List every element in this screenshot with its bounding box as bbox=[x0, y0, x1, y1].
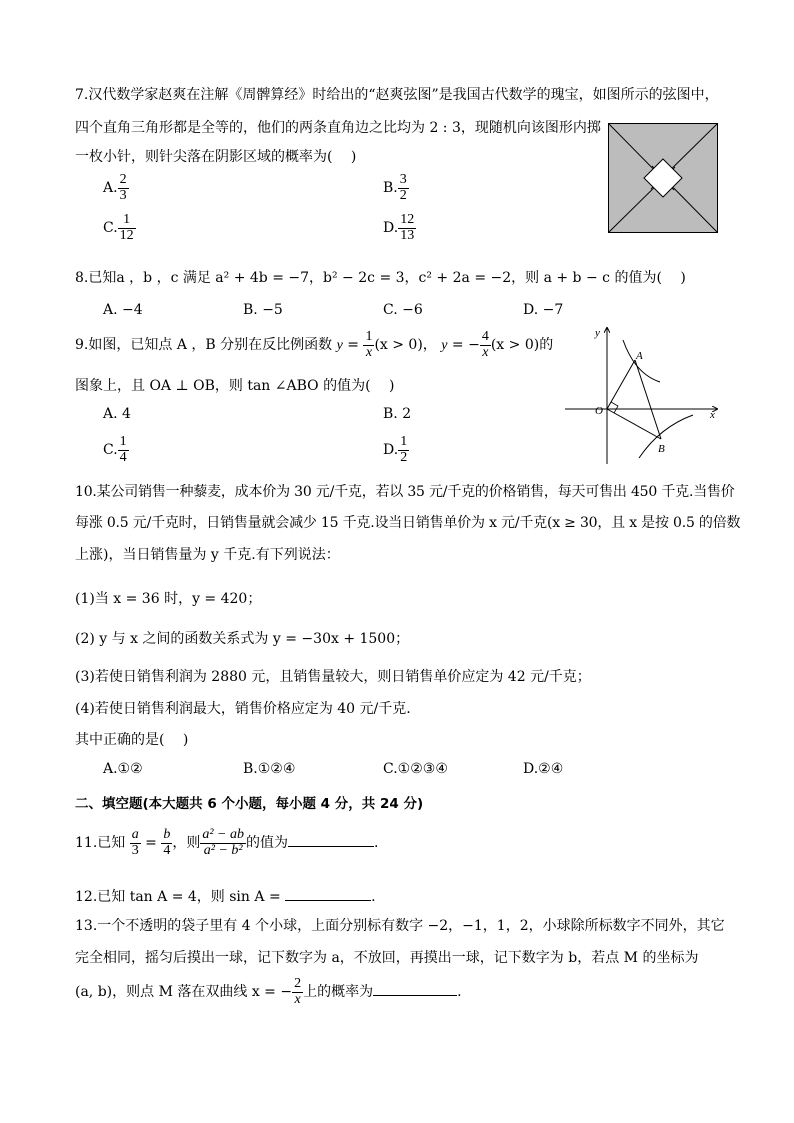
q9-option-d: D. $\frac{1}{2}$ bbox=[383, 434, 408, 465]
q11-stem: 11.已知 $\frac{a}{3}$ = $\frac{b}{4}$ ，则 $\frac{\text{a² − ab}}{\text{a² − b²}}$ 的值为 . bbox=[75, 827, 379, 858]
q7-option-a: A. $\frac{2}{3}$ bbox=[103, 172, 127, 203]
q8-option-c: C. −6 bbox=[383, 302, 423, 318]
q10-line1: 10.某公司销售一种藜麦，成本价为 30 元/千克，若以 35 元/千克的价格销售，每天可售出 450 千克.当售价 bbox=[75, 484, 735, 500]
q8-stem: 8.已知a ，b ，c 满足 a² + 4b = −7，b² − 2c = 3，c² + 2a = −2，则 a + b − c 的值为( ) bbox=[75, 270, 686, 286]
q12-stem: 12.已知 tan A = 4，则 sin A = . bbox=[75, 886, 376, 906]
q7-line3: 一枚小针，则针尖落在阴影区域的概率为( ) bbox=[75, 149, 357, 165]
q7-line1: 7.汉代数学家赵爽在注解《周髀算经》时给出的“赵爽弦图”是我国古代数学的瑰宝，如图所示的弦图中， bbox=[75, 87, 719, 103]
q8-option-a: A. −4 bbox=[103, 302, 143, 318]
point-a-label: A bbox=[636, 350, 643, 362]
q13-line2: 完全相同，摇匀后摸出一球，记下数字为 a，不放回，再摸出一球，记下数字为 b，若点 M 的坐标为 bbox=[75, 950, 699, 966]
q10-statement-1: (1)当 x = 36 时，y = 420； bbox=[75, 591, 262, 607]
q13-line3: (a, b)，则点 M 落在双曲线 x = − $\frac{2}{x}$ 上的概率为 . bbox=[75, 976, 462, 1007]
q7-line2: 四个直角三角形都是全等的，他们的两条直角边之比均为 2 : 3，现随机向该图形内掷 bbox=[75, 120, 601, 136]
q7-option-b: B. $\frac{3}{2}$ bbox=[383, 172, 407, 203]
q9-line2: 图象上，且 OA ⊥ OB，则 tan ∠ABO 的值为( ) bbox=[75, 378, 395, 394]
y-label: y bbox=[595, 327, 600, 339]
q10-line2: 每涨 0.5 元/千克时，日销售量就会减少 15 千克.设当日销售单价为 x 元/千克(x ≥ 30，且 x 是按 0.5 的倍数 bbox=[75, 515, 741, 531]
q10-option-a: A.①② bbox=[103, 761, 143, 777]
q9-option-a: A. 4 bbox=[103, 406, 131, 422]
q9-inverse-function-graph bbox=[565, 322, 725, 467]
q7-option-d: D. $\frac{12}{13}$ bbox=[383, 212, 415, 243]
q13-line1: 13.一个不透明的袋子里有 4 个小球，上面分别标有数字 −2，−1，1，2，小球除所标数字不同外，其它 bbox=[75, 918, 725, 934]
q12-answer-blank[interactable] bbox=[285, 886, 371, 901]
q10-statement-4: (4)若使日销售利润最大，销售价格应定为 40 元/千克. bbox=[75, 701, 411, 717]
section-fill-in-title: 二、填空题(本大题共 6 个小题，每小题 4 分，共 24 分) bbox=[75, 796, 424, 812]
q10-option-b: B.①②④ bbox=[243, 761, 296, 777]
q8-option-d: D. −7 bbox=[523, 302, 564, 318]
curve-y-neg4-over-x bbox=[639, 415, 693, 458]
q9-line1: 9.如图，已知点 A ，B 分别在反比例函数 y = $\frac{1}{x}$ (x > 0)， y = − $\frac{4}{x}$ (x > 0)的 bbox=[75, 329, 554, 360]
segment-oa bbox=[607, 360, 635, 409]
point-b-label: B bbox=[658, 443, 665, 455]
q10-statement-3: (3)若使日销售利润为 2880 元，且销售量较大，则日销售单价应定为 42 元/千克； bbox=[75, 669, 591, 685]
q10-ask: 其中正确的是( ) bbox=[75, 732, 189, 748]
q7-option-c: C. $\frac{1}{12}$ bbox=[103, 212, 134, 243]
origin-label: O bbox=[595, 405, 603, 417]
q9-option-c: C. $\frac{1}{4}$ bbox=[103, 434, 127, 465]
zhao-shuang-chord-diagram bbox=[608, 123, 718, 233]
q13-answer-blank[interactable] bbox=[373, 981, 457, 996]
x-label: x bbox=[710, 409, 715, 421]
q10-line3: 上涨)，当日销售量为 y 千克.有下列说法： bbox=[75, 547, 340, 563]
q11-answer-blank[interactable] bbox=[288, 832, 374, 847]
q8-option-b: B. −5 bbox=[243, 302, 283, 318]
q10-option-d: D.②④ bbox=[523, 761, 564, 777]
q10-statement-2: (2) y 与 x 之间的函数关系式为 y = −30x + 1500； bbox=[75, 631, 410, 647]
q10-option-c: C.①②③④ bbox=[383, 761, 448, 777]
q9-option-b: B. 2 bbox=[383, 406, 412, 422]
